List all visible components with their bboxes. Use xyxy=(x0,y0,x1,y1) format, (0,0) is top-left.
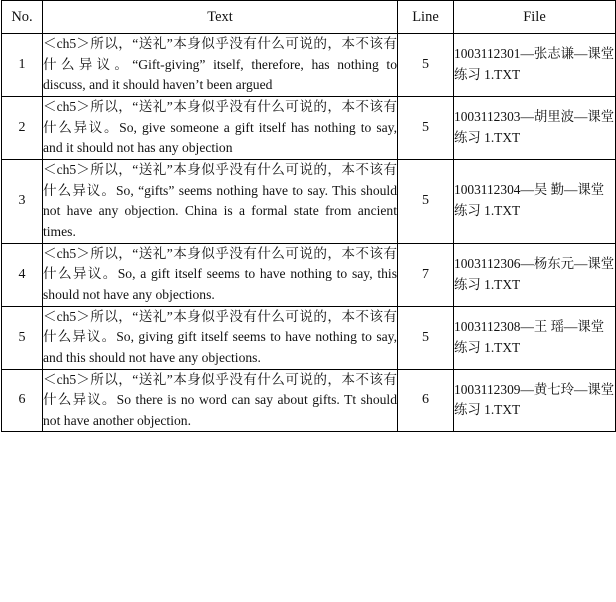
row-line: 5 xyxy=(398,159,454,243)
row-number: 1 xyxy=(2,34,43,97)
concordance-table xyxy=(1,0,616,432)
row-file: 1003112306—杨东元—课堂练习 1.TXT xyxy=(454,243,616,306)
row-line: 5 xyxy=(398,96,454,159)
table-row xyxy=(2,369,616,432)
row-number: 3 xyxy=(2,159,43,243)
row-file: 1003112303—胡里波—课堂练习 1.TXT xyxy=(454,96,616,159)
row-text: ＜ch5＞所以，“送礼”本身似乎没有什么可说的，本不该有什么异议。So there is no word can say about gifts. Tt should not have another objection. xyxy=(43,369,398,432)
row-number: 6 xyxy=(2,369,43,432)
row-line: 5 xyxy=(398,34,454,97)
row-text: ＜ch5＞所以，“送礼”本身似乎没有什么可说的，本不该有什么异议。So, give someone a gift itself has nothing to say, and it should not has any objection xyxy=(43,96,398,159)
row-number: 4 xyxy=(2,243,43,306)
row-text: ＜ch5＞所以，“送礼”本身似乎没有什么可说的，本不该有什么异议。“Gift-giving” itself, therefore, has nothing to discuss, and it should haven’t been argued xyxy=(43,34,398,97)
column-header-line: Line xyxy=(398,1,454,34)
row-file: 1003112308—王 瑶—课堂练习 1.TXT xyxy=(454,306,616,369)
row-text: ＜ch5＞所以，“送礼”本身似乎没有什么可说的，本不该有什么异议。So, giving gift itself seems to have nothing to say, and this should not have any objections. xyxy=(43,306,398,369)
table-body xyxy=(2,34,616,432)
table-header-row xyxy=(2,1,616,34)
column-header-file: File xyxy=(454,1,616,34)
row-file: 1003112304—吴 勤—课堂练习 1.TXT xyxy=(454,159,616,243)
row-number: 2 xyxy=(2,96,43,159)
table-row xyxy=(2,159,616,243)
column-header-text: Text xyxy=(43,1,398,34)
row-file: 1003112309—黄七玲—课堂练习 1.TXT xyxy=(454,369,616,432)
row-text: ＜ch5＞所以，“送礼”本身似乎没有什么可说的，本不该有什么异议。So, “gifts” seems nothing have to say. This should not have any objection. China is a formal state from ancient times. xyxy=(43,159,398,243)
row-line: 5 xyxy=(398,306,454,369)
row-text: ＜ch5＞所以，“送礼”本身似乎没有什么可说的，本不该有什么异议。So, a gift itself seems to have nothing to say, this should not have any objections. xyxy=(43,243,398,306)
row-line: 7 xyxy=(398,243,454,306)
table-row xyxy=(2,306,616,369)
row-file: 1003112301—张志谦—课堂练习 1.TXT xyxy=(454,34,616,97)
row-line: 6 xyxy=(398,369,454,432)
table-row xyxy=(2,34,616,97)
table-header xyxy=(2,1,616,34)
table-row xyxy=(2,243,616,306)
table-row xyxy=(2,96,616,159)
row-number: 5 xyxy=(2,306,43,369)
column-header-no: No. xyxy=(2,1,43,34)
